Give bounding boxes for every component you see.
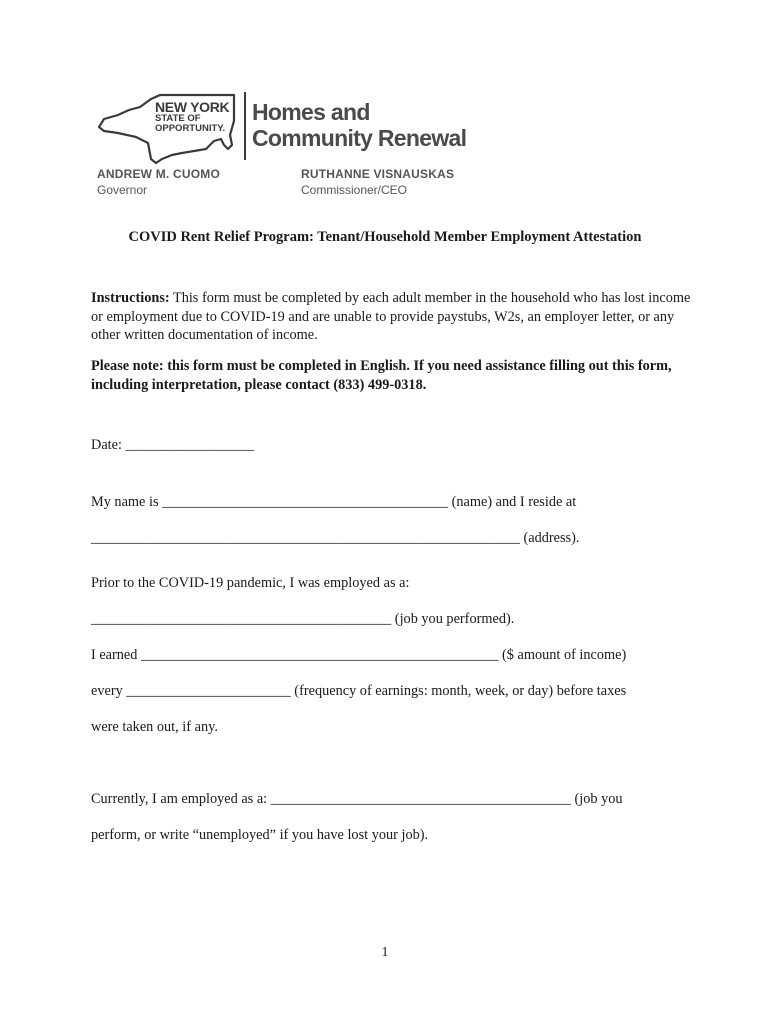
address-field[interactable]: ____________________________________________________________ (address).: [91, 530, 580, 546]
commissioner-name: RUTHANNE VISNAUSKAS: [301, 167, 455, 181]
commissioner-title: Commissioner/CEO: [301, 183, 408, 197]
instructions-label: Instructions:: [91, 290, 170, 306]
governor-title: Governor: [97, 183, 148, 197]
prior-job-field[interactable]: __________________________________________ (job you performed).: [91, 611, 515, 627]
nys-logo-line2: STATE OF: [155, 113, 201, 124]
nys-logo-line3: OPPORTUNITY.: [155, 123, 226, 134]
current-job-field[interactable]: Currently, I am employed as a: __________________________________________ (job you: [91, 791, 623, 807]
nys-logo-line1: NEW YORK: [155, 99, 230, 115]
current-job-note: perform, or write “unemployed” if you have lost your job).: [91, 827, 429, 843]
prior-employment-label: Prior to the COVID-19 pandemic, I was employed as a:: [91, 575, 410, 591]
earnings-frequency-field[interactable]: every _______________________ (frequency of earnings: month, week, or day) before taxes: [91, 683, 627, 699]
income-amount-field[interactable]: I earned __________________________________________________ ($ amount of income): [91, 647, 627, 663]
instructions-paragraph: [91, 289, 691, 345]
page-number: 1: [381, 945, 389, 960]
logo-divider: [244, 92, 246, 160]
name-field[interactable]: My name is ________________________________________ (name) and I reside at: [91, 494, 577, 510]
agency-line1: Homes and: [252, 99, 370, 125]
instructions-text: This form must be completed by each adult member in the household who has lost income or employment due to COVID-19 and are unable to provide paystubs, W2s, an employer letter, or any other written documentation of income.: [91, 290, 691, 343]
language-note: Please note: this form must be completed in English. If you need assistance filling out this form, including interpretation, please contact (833) 499-0318.: [91, 358, 672, 393]
nys-logo-text: [155, 101, 229, 134]
date-field[interactable]: Date: __________________: [91, 437, 255, 453]
agency-line2: Community Renewal: [252, 125, 467, 151]
agency-logo-text: [252, 99, 466, 151]
taxes-text: were taken out, if any.: [91, 719, 218, 735]
governor-name: ANDREW M. CUOMO: [97, 167, 220, 181]
form-title: COVID Rent Relief Program: Tenant/Household Member Employment Attestation: [128, 229, 642, 245]
